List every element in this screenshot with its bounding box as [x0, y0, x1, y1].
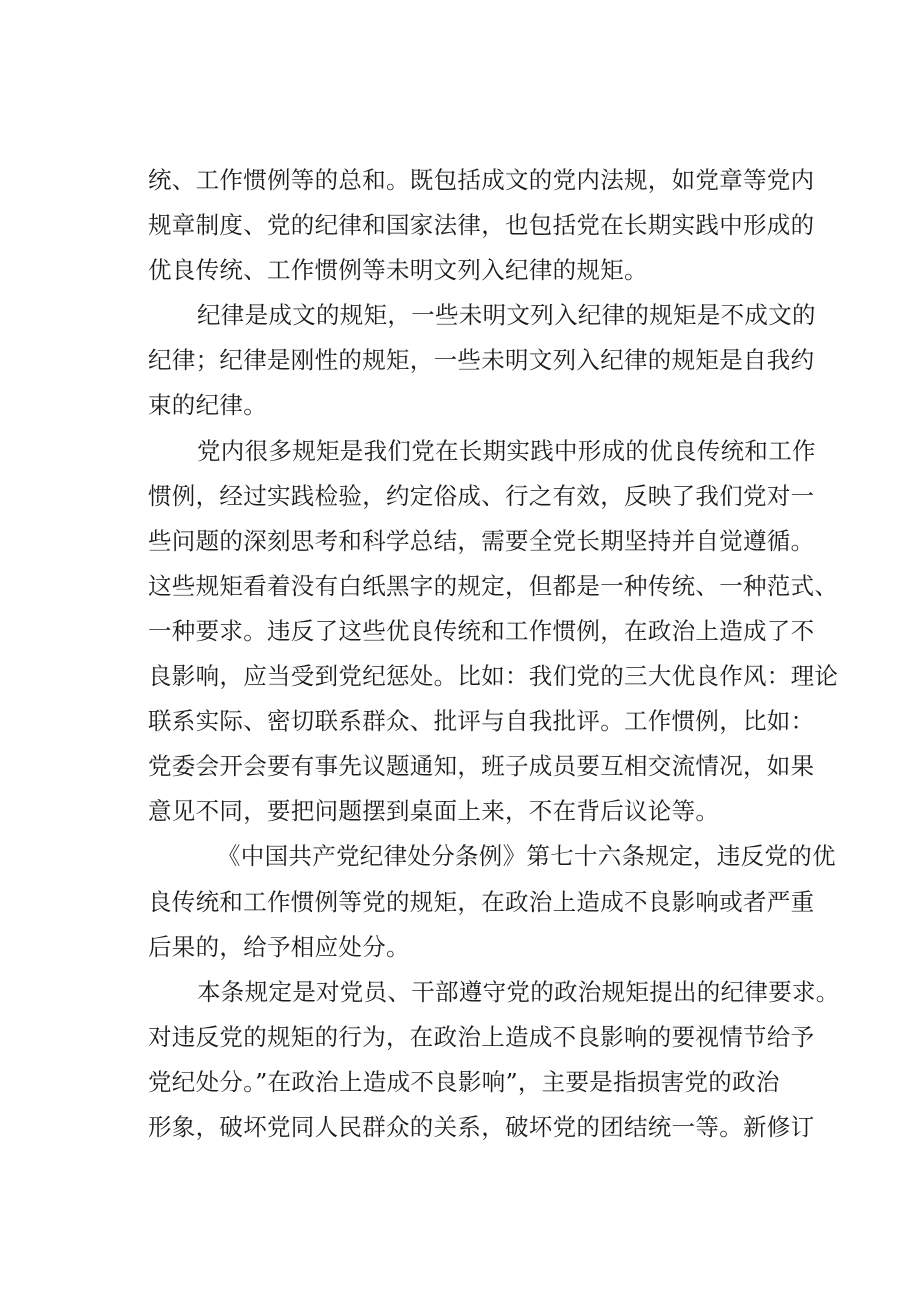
text-line: 形象，破坏党同人民群众的关系，破坏党的团结统一等。新修订	[148, 1112, 815, 1141]
text-line: 些问题的深刻思考和科学总结，需要全党长期坚持并自觉遵循。	[148, 526, 815, 555]
text-line: 意见不同，要把问题摆到桌面上来，不在背后议论等。	[148, 797, 720, 826]
text-line: 纪律；纪律是刚性的规矩，一些未明文列入纪律的规矩是自我约	[148, 346, 815, 375]
text-line: 惯例，经过实践检验，约定俗成、行之有效，反映了我们党对一	[148, 481, 815, 510]
text-line: 一种要求。违反了这些优良传统和工作惯例，在政治上造成了不	[148, 616, 815, 645]
text-line: 规章制度、党的纪律和国家法律，也包括党在长期实践中形成的	[148, 211, 815, 240]
paragraph-first-line: 党内很多规矩是我们党在长期实践中形成的优良传统和工作	[197, 436, 816, 465]
paragraph-first-line: 本条规定是对党员、干部遵守党的政治规矩提出的纪律要求。	[197, 977, 840, 1006]
text-line: 党委会开会要有事先议题通知，班子成员要互相交流情况，如果	[148, 752, 815, 781]
text-line: 党纪处分。”在政治上造成不良影响”，主要是指损害党的政治	[148, 1067, 780, 1096]
text-line: 束的纪律。	[148, 391, 267, 420]
text-line: 良传统和工作惯例等党的规矩，在政治上造成不良影响或者严重	[148, 887, 815, 916]
body-text	[148, 158, 848, 1150]
text-line: 统、工作惯例等的总和。既包括成文的党内法规，如党章等党内	[148, 166, 815, 194]
text-line: 对违反党的规矩的行为，在政治上造成不良影响的要视情节给予	[148, 1022, 815, 1051]
text-line: 联系实际、密切联系群众、批评与自我批评。工作惯例，比如：	[148, 707, 815, 736]
paragraph-first-line: 纪律是成文的规矩，一些未明文列入纪律的规矩是不成文的	[197, 301, 816, 330]
text-line: 良影响，应当受到党纪惩处。比如：我们党的三大优良作风：理论	[148, 662, 839, 691]
text-line: 后果的，给予相应处分。	[148, 932, 410, 961]
paragraph-first-line: 《中国共产党纪律处分条例》第七十六条规定，违反党的优	[217, 842, 836, 871]
text-line: 这些规矩看着没有白纸黑字的规定，但都是一种传统、一种范式、	[148, 571, 839, 600]
text-line: 优良传统、工作惯例等未明文列入纪律的规矩。	[148, 256, 648, 285]
